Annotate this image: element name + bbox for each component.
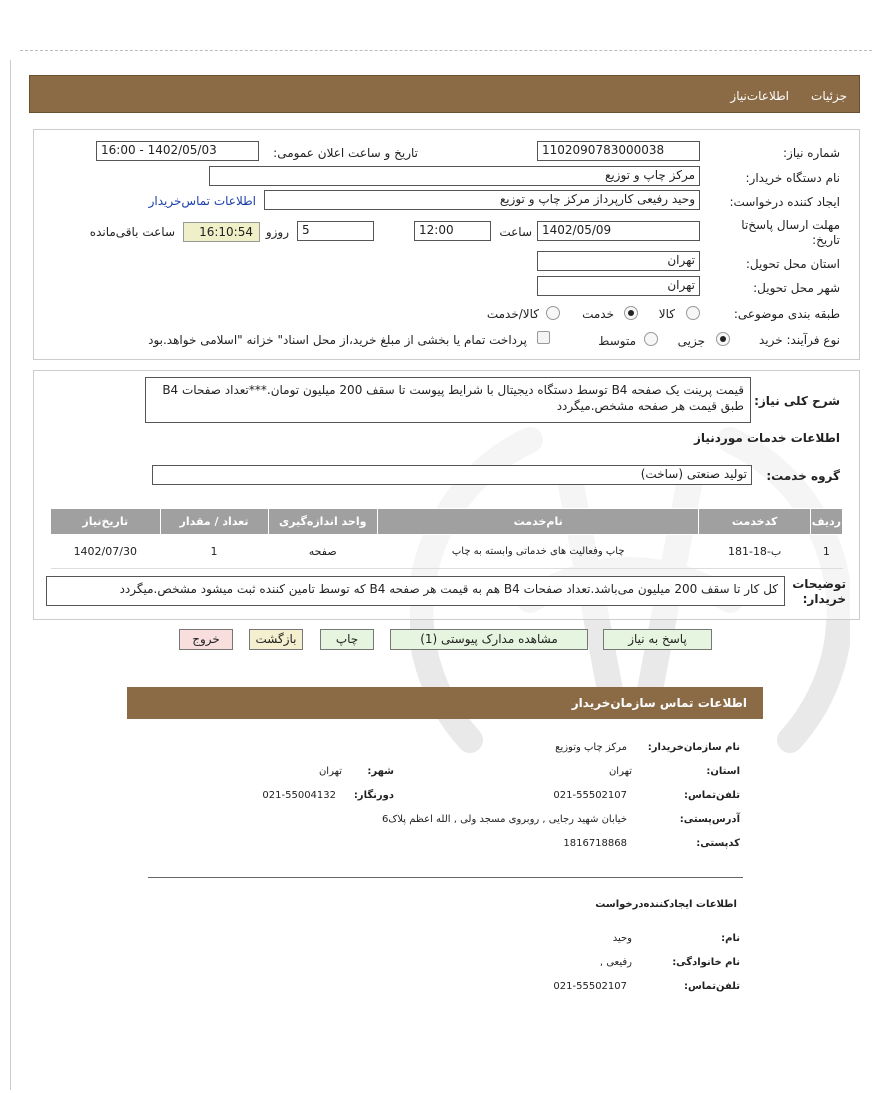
deadline-time-field: 12:00	[414, 221, 491, 241]
buyer-notes-box: کل کار تا سقف 200 میلیون می‌باشد.تعداد صفحات B4 هم به قیمت هر صفحه B4 که توسط تامین کننده ثبت میشود مشخص.میگردد	[46, 576, 785, 606]
cell-code: ب-18-181	[699, 535, 810, 569]
buyer-contact-link[interactable]: اطلاعات تماس‌خریدار	[148, 194, 256, 208]
category-service-radio[interactable]	[624, 306, 638, 320]
buyer-org-label: نام دستگاه خریدار:	[745, 171, 840, 185]
need-number-label: شماره نیاز:	[783, 146, 840, 160]
service-group-field: تولید صنعتی (ساخت)	[152, 465, 752, 485]
process-label: نوع فرآیند: خرید	[759, 333, 840, 347]
contact-province: تهران	[608, 766, 632, 777]
category-goods-label: کالا	[658, 307, 675, 321]
back-button[interactable]: بازگشت	[249, 629, 303, 650]
services-table	[50, 508, 843, 569]
buyer-org-field: مرکز چاپ و توزیع	[209, 166, 700, 186]
contact-postal-label: کدپستی:	[696, 838, 740, 849]
general-desc-box: قیمت پرینت یک صفحه B4 توسط دستگاه دیجیتال با شرایط پیوست تا سقف 200 میلیون تومان.***تعداد صفحات B4 طبق قیمت هر صفحه مشخص.میگردد	[145, 377, 751, 423]
creator-family-label: نام خانوادگی:	[672, 957, 740, 968]
top-divider	[20, 50, 872, 51]
process-medium-radio[interactable]	[644, 332, 658, 346]
contact-separator	[148, 877, 743, 878]
creator-field: وحید رفیعی کارپرداز مرکز چاپ و توزیع	[264, 190, 700, 210]
need-number-field: 1102090783000038	[537, 141, 700, 161]
page-header-bar	[29, 75, 860, 113]
col-code: کدخدمت	[699, 509, 810, 535]
announce-label: تاریخ و ساعت اعلان عمومی:	[273, 146, 418, 160]
province-field: تهران	[537, 251, 700, 271]
col-date: تاریخ‌نیاز	[51, 509, 161, 535]
contact-fax: 021-55004132	[262, 790, 336, 801]
category-label: طبقه بندی موضوعی:	[733, 307, 840, 321]
contact-city: تهران	[318, 766, 342, 777]
creator-phone: 021-55502107	[553, 981, 627, 992]
creator-info-title: اطلاعات ایجادکننده‌درخواست	[595, 899, 737, 910]
creator-name-label: نام:	[721, 933, 740, 944]
tab-need-info[interactable]: اطلاعات‌نیاز	[730, 89, 789, 103]
col-name: نام‌خدمت	[377, 509, 699, 535]
cell-qty: 1	[160, 535, 268, 569]
category-service-label: خدمت	[582, 307, 614, 321]
col-qty: تعداد / مقدار	[160, 509, 268, 535]
process-partial-label: جزیی	[677, 334, 705, 348]
deadline-time-label: ساعت	[499, 225, 532, 239]
process-medium-label: متوسط	[598, 334, 636, 348]
days-label: روزو	[265, 225, 289, 239]
province-label: استان محل تحویل:	[745, 257, 840, 271]
col-row: ردیف	[810, 509, 842, 535]
creator-phone-label: تلفن‌تماس:	[683, 981, 740, 992]
tab-details[interactable]: جزئیات	[811, 89, 847, 103]
exit-button[interactable]: خروج	[179, 629, 233, 650]
contact-phone-label: تلفن‌تماس:	[683, 790, 740, 801]
treasury-payment-label: پرداخت تمام یا بخشی از مبلغ خرید،از محل اسناد" خزانه "اسلامی خواهد.بود	[148, 333, 527, 347]
remaining-label: ساعت باقی‌مانده	[89, 225, 175, 239]
creator-family: رفیعی ,	[599, 957, 632, 968]
days-field: 5	[297, 221, 374, 241]
col-unit: واحد اندازه‌گیری	[268, 509, 377, 535]
print-button[interactable]: چاپ	[320, 629, 374, 650]
general-desc-label: شرح کلی نیاز:	[754, 394, 840, 408]
contact-header-bar	[127, 687, 763, 719]
deadline-label: مهلت ارسال پاسخ‌تا تاریخ:	[741, 218, 840, 247]
contact-postal: 1816718868	[563, 838, 627, 849]
category-goods-radio[interactable]	[686, 306, 700, 320]
table-header-row	[51, 509, 843, 535]
table-row[interactable]	[51, 535, 843, 569]
deadline-date-field: 1402/05/09	[537, 221, 700, 241]
contact-address: خیابان شهید رجایی , روبروی مسجد ولی , الله اعظم پلاک6	[382, 814, 627, 825]
creator-name: وحید	[612, 933, 632, 944]
cell-name: چاپ وفعالیت های خدماتی وابسته به چاپ	[377, 535, 699, 569]
reply-button[interactable]: پاسخ به نیاز	[603, 629, 712, 650]
treasury-payment-checkbox[interactable]	[537, 331, 550, 344]
cell-row: 1	[810, 535, 842, 569]
category-both-label: کالا/خدمت	[486, 307, 539, 321]
contact-title: اطلاعات تماس سازمان‌خریدار	[571, 696, 747, 710]
contact-province-label: استان:	[706, 766, 740, 777]
services-title: اطلاعات خدمات موردنیاز	[693, 431, 840, 445]
contact-city-label: شهر:	[367, 766, 394, 777]
view-attachments-button[interactable]: مشاهده مدارک پیوستی (1)	[390, 629, 588, 650]
left-divider	[10, 60, 11, 1090]
cell-date: 1402/07/30	[51, 535, 161, 569]
contact-address-label: آدرس‌پستی:	[679, 814, 740, 825]
remaining-time: 16:10:54	[183, 222, 260, 242]
category-both-radio[interactable]	[546, 306, 560, 320]
announce-field: 1402/05/03 - 16:00	[96, 141, 259, 161]
contact-fax-label: دورنگار:	[353, 790, 394, 801]
contact-org: مرکز چاپ وتوزیع	[555, 742, 627, 753]
process-partial-radio[interactable]	[716, 332, 730, 346]
city-field: تهران	[537, 276, 700, 296]
cell-unit: صفحه	[268, 535, 377, 569]
buyer-notes-label: توضیحات خریدار:	[792, 577, 846, 606]
city-label: شهر محل تحویل:	[753, 281, 840, 295]
service-group-label: گروه خدمت:	[766, 469, 840, 483]
need-info-panel	[33, 129, 860, 360]
contact-org-label: نام سازمان‌خریدار:	[647, 742, 740, 753]
contact-phone: 021-55502107	[553, 790, 627, 801]
creator-label: ایجاد کننده درخواست:	[729, 195, 840, 209]
